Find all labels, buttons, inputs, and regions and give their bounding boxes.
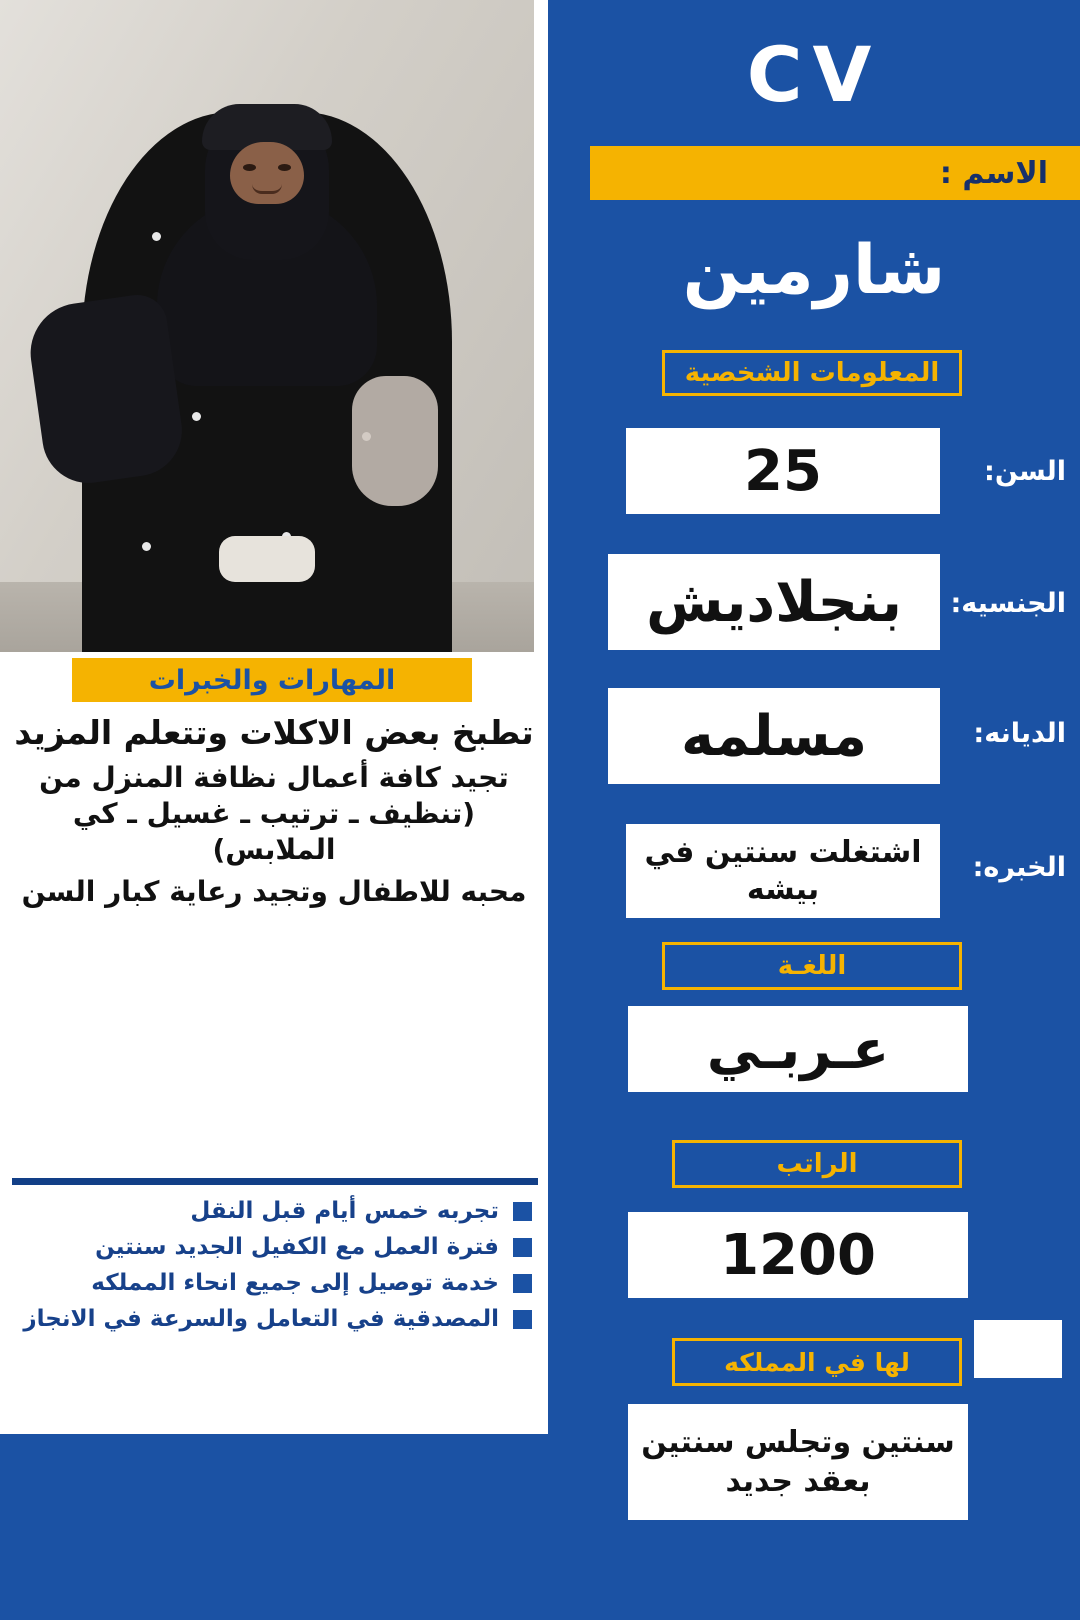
photo-hands — [219, 536, 315, 582]
field-value-religion — [608, 688, 940, 784]
list-item-label: فترة العمل مع الكفيل الجديد سنتين — [95, 1234, 499, 1260]
name-label-text: الاسم : — [939, 155, 1048, 191]
page-title — [548, 18, 1080, 130]
skills-heading-label: المهارات والخبرات — [148, 664, 396, 696]
section-divider — [12, 1178, 538, 1185]
field-value-language-text: عـربـي — [706, 1017, 890, 1081]
field-value-language — [628, 1006, 968, 1092]
photo-handbag — [352, 376, 438, 506]
field-value-age — [626, 428, 940, 514]
cv-title-label: CV — [746, 29, 882, 119]
field-value-religion-text: مسلمه — [680, 703, 868, 769]
skills-heading — [72, 658, 472, 702]
list-item-label: المصدقية في التعامل والسرعة في الانجاز — [23, 1306, 499, 1332]
skill-line-3: محبه للاطفال وتجيد رعاية كبار السن — [21, 874, 527, 908]
list-item — [20, 1270, 532, 1296]
section-personal-info — [662, 350, 962, 396]
name-label-band — [590, 146, 1080, 200]
field-value-nationality-text: بنجلاديش — [646, 569, 902, 635]
applicant-photo — [0, 0, 534, 652]
field-label-religion: الديانه: — [973, 718, 1066, 749]
square-bullet-icon — [513, 1202, 532, 1221]
photo-backpack — [24, 291, 188, 489]
field-value-experience-text: اشتغلت سنتين في بيشه — [644, 834, 922, 907]
skill-line-2: تجيد كافة أعمال نظافة المنزل من (تنظيف ـ ترتيب ـ غسيل ـ كي الملابس) — [39, 761, 509, 866]
section-salary-label: الراتب — [776, 1149, 858, 1179]
field-label-experience: الخبره: — [972, 852, 1066, 883]
applicant-name-text: شارمين — [682, 230, 946, 310]
section-language-label: اللغـة — [777, 951, 847, 981]
field-value-nationality — [608, 554, 940, 650]
section-language — [662, 942, 962, 990]
field-value-stay-text: سنتين وتجلس سنتين بعقد جديد — [641, 1425, 955, 1499]
section-stay-label: لها في المملكه — [724, 1347, 910, 1377]
photo-eye-left — [243, 164, 256, 171]
list-item — [20, 1306, 532, 1332]
list-item-label: خدمة توصيل إلى جميع انحاء المملكه — [91, 1270, 499, 1296]
section-stay-in-kingdom — [672, 1338, 962, 1386]
list-item — [20, 1234, 532, 1260]
list-item — [20, 1198, 532, 1224]
square-bullet-icon — [513, 1274, 532, 1293]
field-value-experience — [626, 824, 940, 918]
field-label-nationality: الجنسيه: — [950, 588, 1066, 619]
field-value-age-text: 25 — [744, 438, 822, 504]
skills-body — [10, 712, 538, 916]
photo-face — [230, 142, 304, 204]
photo-eye-right — [278, 164, 291, 171]
photo-smile — [252, 184, 282, 194]
square-bullet-icon — [513, 1238, 532, 1257]
field-value-salary-text: 1200 — [720, 1222, 876, 1288]
field-label-age: السن: — [984, 456, 1066, 487]
square-bullet-icon — [513, 1310, 532, 1329]
section-salary — [672, 1140, 962, 1188]
list-item-label: تجربه خمس أيام قبل النقل — [190, 1198, 499, 1224]
field-value-salary — [628, 1212, 968, 1298]
field-value-stay — [628, 1404, 968, 1520]
left-footer-band — [0, 1434, 548, 1620]
corner-notch — [974, 1320, 1062, 1378]
terms-list — [20, 1198, 532, 1342]
applicant-name — [548, 218, 1080, 322]
skill-line-1: تطبخ بعض الاكلات وتتعلم المزيد — [14, 713, 534, 752]
section-personal-info-label: المعلومات الشخصية — [684, 358, 940, 388]
